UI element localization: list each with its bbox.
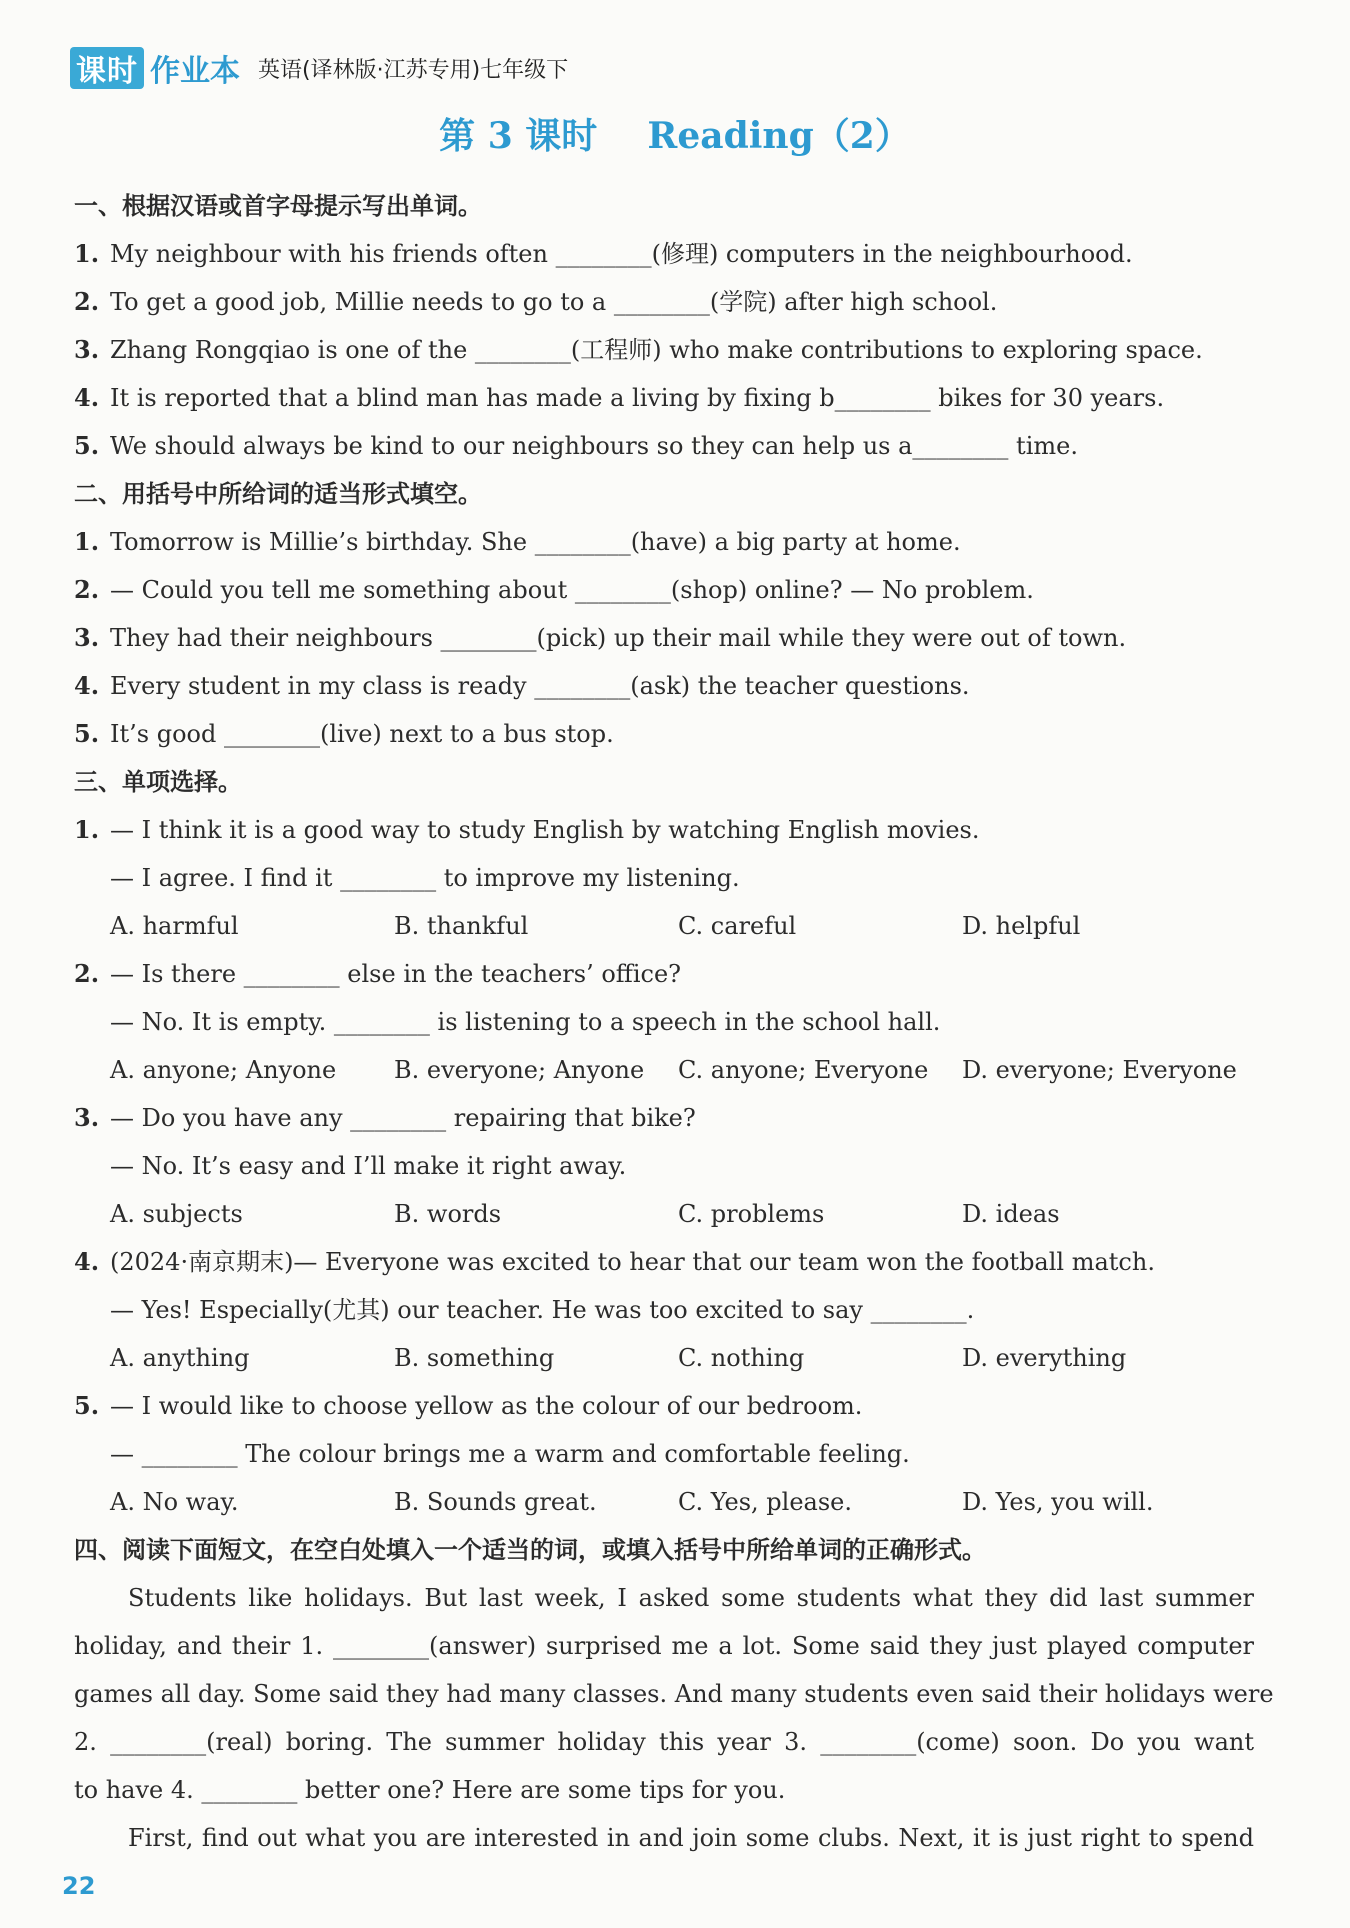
question-text: (2024·南京期末)— Everyone was excited to hear that our team won the football match.: [110, 1248, 1155, 1276]
s2-item: [74, 710, 1254, 758]
mc-options: [74, 1334, 1254, 1382]
option-b[interactable]: B. Sounds great.: [394, 1488, 597, 1516]
passage-line: 2. ________(real) boring. The summer holiday this year 3. ________(come) soon. Do you want: [74, 1728, 1254, 1756]
item-text: Every student in my class is ready ________(ask) the teacher questions.: [110, 672, 970, 700]
brand-header: [70, 46, 568, 90]
item-number: 2.: [74, 575, 100, 604]
passage-line: games all day. Some said they had many classes. And many students even said their holidays were: [74, 1680, 1274, 1708]
option-d[interactable]: D. everything: [962, 1344, 1127, 1372]
option-c[interactable]: C. careful: [678, 912, 797, 940]
option-d[interactable]: D. Yes, you will.: [962, 1488, 1154, 1516]
passage-line: Students like holidays. But last week, I asked some students what they did last summer: [128, 1584, 1254, 1612]
section-2-heading: 二、用括号中所给词的适当形式填空。: [74, 480, 482, 508]
option-d[interactable]: D. helpful: [962, 912, 1081, 940]
item-number: 5.: [74, 719, 100, 748]
mc-options: [74, 1190, 1254, 1238]
option-c[interactable]: C. anyone; Everyone: [678, 1056, 929, 1084]
item-text: We should always be kind to our neighbours so they can help us a________ time.: [110, 432, 1078, 460]
passage-line: holiday, and their 1. ________(answer) surprised me a lot. Some said they just played computer: [74, 1632, 1254, 1660]
option-b[interactable]: B. everyone; Anyone: [394, 1056, 645, 1084]
s2-item: [74, 614, 1254, 662]
option-d[interactable]: D. ideas: [962, 1200, 1060, 1228]
question-number: 5.: [74, 1391, 100, 1420]
s1-item: [74, 278, 1254, 326]
question-number: 1.: [74, 815, 100, 844]
question-text: — I would like to choose yellow as the colour of our bedroom.: [110, 1392, 863, 1420]
option-b[interactable]: B. thankful: [394, 912, 529, 940]
item-text: It is reported that a blind man has made a living by fixing b________ bikes for 30 years.: [110, 384, 1165, 412]
mc-question-line: [74, 1382, 1254, 1430]
s1-item: [74, 326, 1254, 374]
mc-question-line: — No. It is empty. ________ is listening to a speech in the school hall.: [110, 1008, 941, 1036]
item-number: 5.: [74, 431, 100, 460]
item-number: 2.: [74, 287, 100, 316]
item-number: 4.: [74, 383, 100, 412]
item-text: Zhang Rongqiao is one of the ________(工程师) who make contributions to exploring space.: [110, 336, 1203, 364]
option-c[interactable]: C. nothing: [678, 1344, 805, 1372]
mc-question-line: [74, 806, 1254, 854]
mc-question-line: — Yes! Especially(尤其) our teacher. He was too excited to say ________.: [110, 1296, 975, 1324]
book-info: 英语(译林版·江苏专用)七年级下: [258, 57, 569, 83]
brand-name: 作业本: [150, 54, 240, 89]
item-number: 3.: [74, 335, 100, 364]
item-number: 4.: [74, 671, 100, 700]
mc-options: [74, 1046, 1254, 1094]
s2-item: [74, 662, 1254, 710]
s1-item: [74, 422, 1254, 470]
s1-item: [74, 374, 1254, 422]
s1-item: [74, 230, 1254, 278]
item-text: It’s good ________(live) next to a bus stop.: [110, 720, 614, 748]
option-a[interactable]: A. anything: [110, 1344, 250, 1372]
s2-item: [74, 518, 1254, 566]
s2-item: [74, 566, 1254, 614]
question-text: — Do you have any ________ repairing that bike?: [110, 1104, 696, 1132]
item-number: 3.: [74, 623, 100, 652]
item-number: 1.: [74, 527, 100, 556]
option-a[interactable]: A. subjects: [110, 1200, 243, 1228]
item-number: 1.: [74, 239, 100, 268]
item-text: My neighbour with his friends often ________(修理) computers in the neighbourhood.: [110, 240, 1133, 268]
question-text: — I think it is a good way to study English by watching English movies.: [110, 816, 980, 844]
option-c[interactable]: C. Yes, please.: [678, 1488, 852, 1516]
option-a[interactable]: A. harmful: [110, 912, 239, 940]
mc-question-line: — No. It’s easy and I’ll make it right away.: [110, 1152, 627, 1180]
section-3-heading: 三、单项选择。: [74, 768, 242, 796]
section-4-heading: 四、阅读下面短文，在空白处填入一个适当的词，或填入括号中所给单词的正确形式。: [74, 1536, 986, 1564]
option-d[interactable]: D. everyone; Everyone: [962, 1056, 1237, 1084]
mc-question-line: [74, 1094, 1254, 1142]
mc-options: [74, 902, 1254, 950]
passage-line: to have 4. ________ better one? Here are some tips for you.: [74, 1776, 786, 1804]
option-b[interactable]: B. something: [394, 1344, 555, 1372]
question-number: 4.: [74, 1247, 100, 1276]
exercise-content: [74, 182, 1274, 1862]
page-number: 22: [62, 1872, 96, 1900]
item-text: To get a good job, Millie needs to go to a ________(学院) after high school.: [110, 288, 998, 316]
item-text: They had their neighbours ________(pick) up their mail while they were out of town.: [110, 624, 1127, 652]
option-c[interactable]: C. problems: [678, 1200, 825, 1228]
section-1-heading: 一、根据汉语或首字母提示写出单词。: [74, 192, 482, 220]
question-number: 3.: [74, 1103, 100, 1132]
option-a[interactable]: A. anyone; Anyone: [110, 1056, 337, 1084]
passage-line: First, find out what you are interested in and join some clubs. Next, it is just right to spend: [128, 1824, 1254, 1852]
lesson-title: 第 3 课时 Reading（2）: [439, 115, 911, 157]
option-a[interactable]: A. No way.: [110, 1488, 239, 1516]
mc-options: [74, 1478, 1254, 1526]
mc-question-line: [74, 950, 1254, 998]
question-text: — Is there ________ else in the teachers’ office?: [110, 960, 682, 988]
brand-logo: 课时: [70, 47, 144, 89]
item-text: — Could you tell me something about ________(shop) online? — No problem.: [110, 576, 1034, 604]
option-b[interactable]: B. words: [394, 1200, 502, 1228]
mc-question-line: — ________ The colour brings me a warm and comfortable feeling.: [110, 1440, 910, 1468]
mc-question-line: — I agree. I find it ________ to improve my listening.: [110, 864, 740, 892]
item-text: Tomorrow is Millie’s birthday. She ________(have) a big party at home.: [110, 528, 961, 556]
mc-question-line: [74, 1238, 1254, 1286]
question-number: 2.: [74, 959, 100, 988]
